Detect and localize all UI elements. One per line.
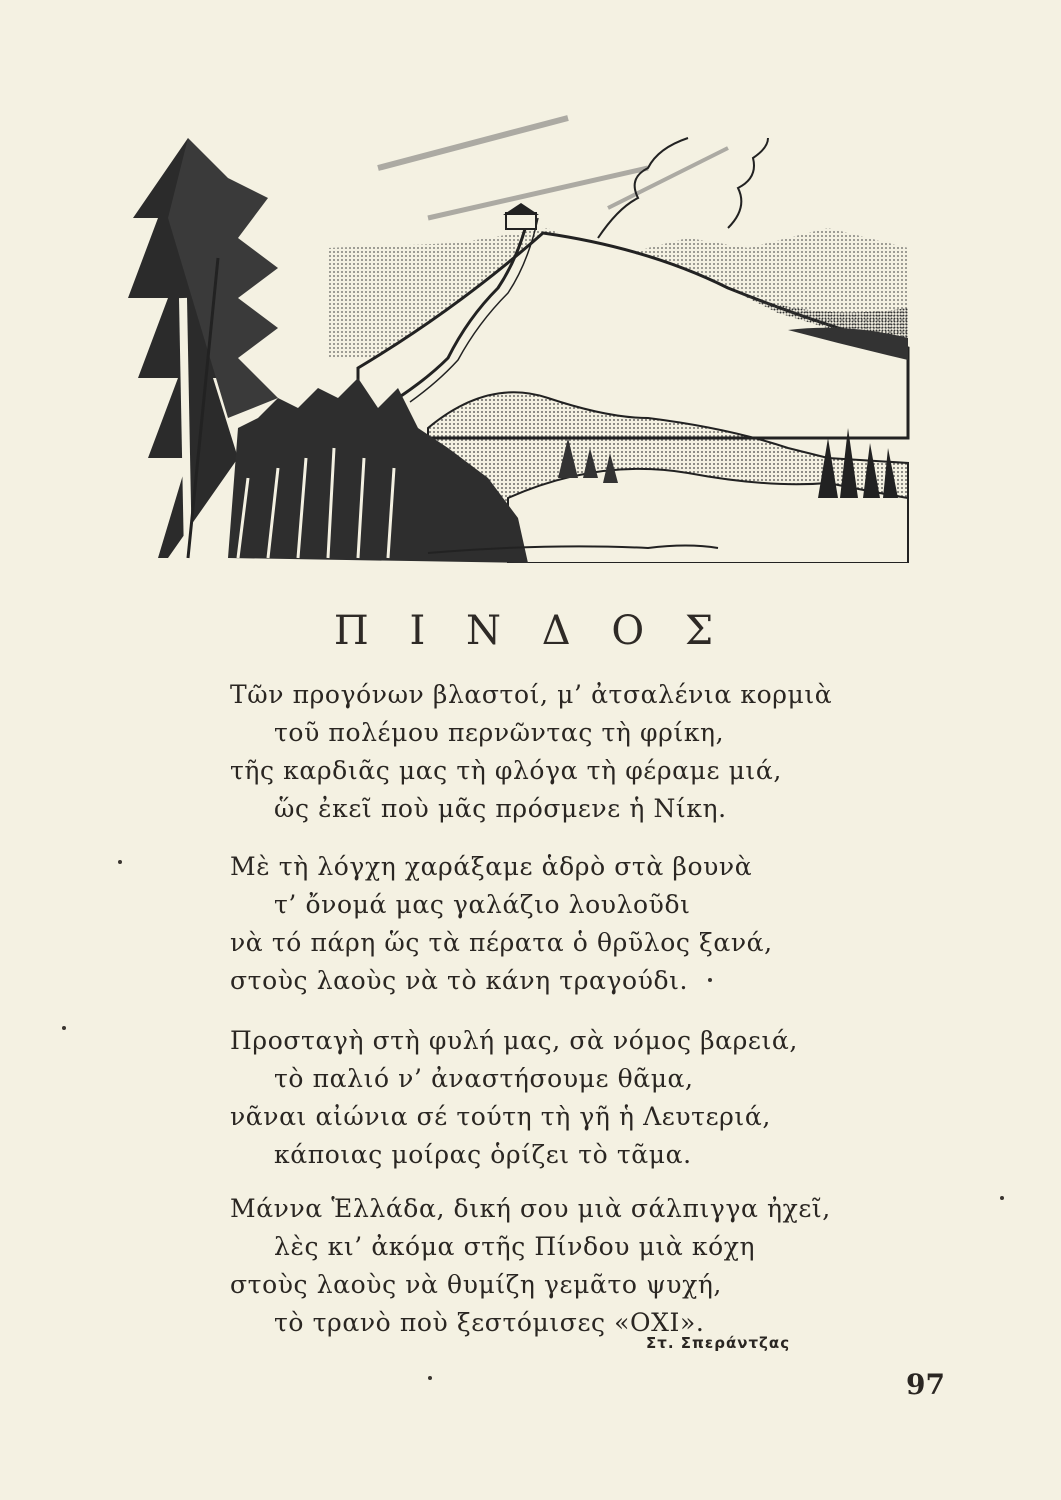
- ink-speck: [62, 1026, 66, 1030]
- poem-line: τὸ τρανὸ ποὺ ξεστόμισες «ΟΧΙ».: [274, 1308, 705, 1337]
- poem-line: Τῶν προγόνων βλαστοί, μ’ ἀτσαλένια κορμιὰ: [230, 680, 833, 709]
- page-number: 97: [906, 1368, 945, 1401]
- poem-line: τ’ ὄνομά μας γαλάζιο λουλοῦδι: [274, 890, 691, 919]
- poem-line: τῆς καρδιᾶς μας τὴ φλόγα τὴ φέραμε μιά,: [230, 756, 782, 785]
- ink-speck: [118, 860, 122, 864]
- ink-speck: [428, 1376, 432, 1380]
- ink-speck: [1000, 1196, 1004, 1200]
- poem-line: Μάννα Ἑλλάδα, δική σου μιὰ σάλπιγγα ἠχεῖ,: [230, 1194, 831, 1223]
- poem-line: στοὺς λαοὺς νὰ θυμίζη γεμᾶτο ψυχή,: [230, 1270, 722, 1299]
- poem-stanza-1: [230, 676, 870, 828]
- poem-stanza-3: [230, 1022, 870, 1174]
- poem-line: ὥς ἐκεῖ ποὺ μᾶς πρόσμενε ἡ Νίκη.: [274, 794, 727, 823]
- poem-line: κάποιας μοίρας ὁρίζει τὸ τᾶμα.: [274, 1140, 692, 1169]
- poem-line: νᾶναι αἰώνια σέ τούτη τὴ γῆ ἡ Λευτεριά,: [230, 1102, 771, 1131]
- ink-speck: [708, 978, 712, 982]
- poem-line: στοὺς λαοὺς νὰ τὸ κάνη τραγούδι.: [230, 966, 689, 995]
- poem-line: νὰ τό πάρη ὥς τὰ πέρατα ὁ θρῦλος ξανά,: [230, 928, 773, 957]
- poem-title: Π Ι Ν Δ Ο Σ: [333, 608, 728, 654]
- author-signature: Στ. Σπεράντζας: [646, 1334, 791, 1352]
- poem-stanza-4: [230, 1190, 870, 1342]
- poem-line: τοῦ πολέμου περνῶντας τὴ φρίκη,: [274, 718, 725, 747]
- poem-line: λὲς κι’ ἀκόμα στῆς Πίνδου μιὰ κόχη: [274, 1232, 756, 1261]
- poem-line: Προσταγὴ στὴ φυλή μας, σὰ νόμος βαρειά,: [230, 1026, 798, 1055]
- poem-stanza-2: [230, 848, 870, 1000]
- poem-line: Μὲ τὴ λόγχη χαράξαμε ἁδρὸ στὰ βουνὰ: [230, 852, 753, 881]
- poem-line: τὸ παλιό ν’ ἀναστήσουμε θᾶμα,: [274, 1064, 694, 1093]
- pindos-landscape-illustration: [128, 98, 918, 563]
